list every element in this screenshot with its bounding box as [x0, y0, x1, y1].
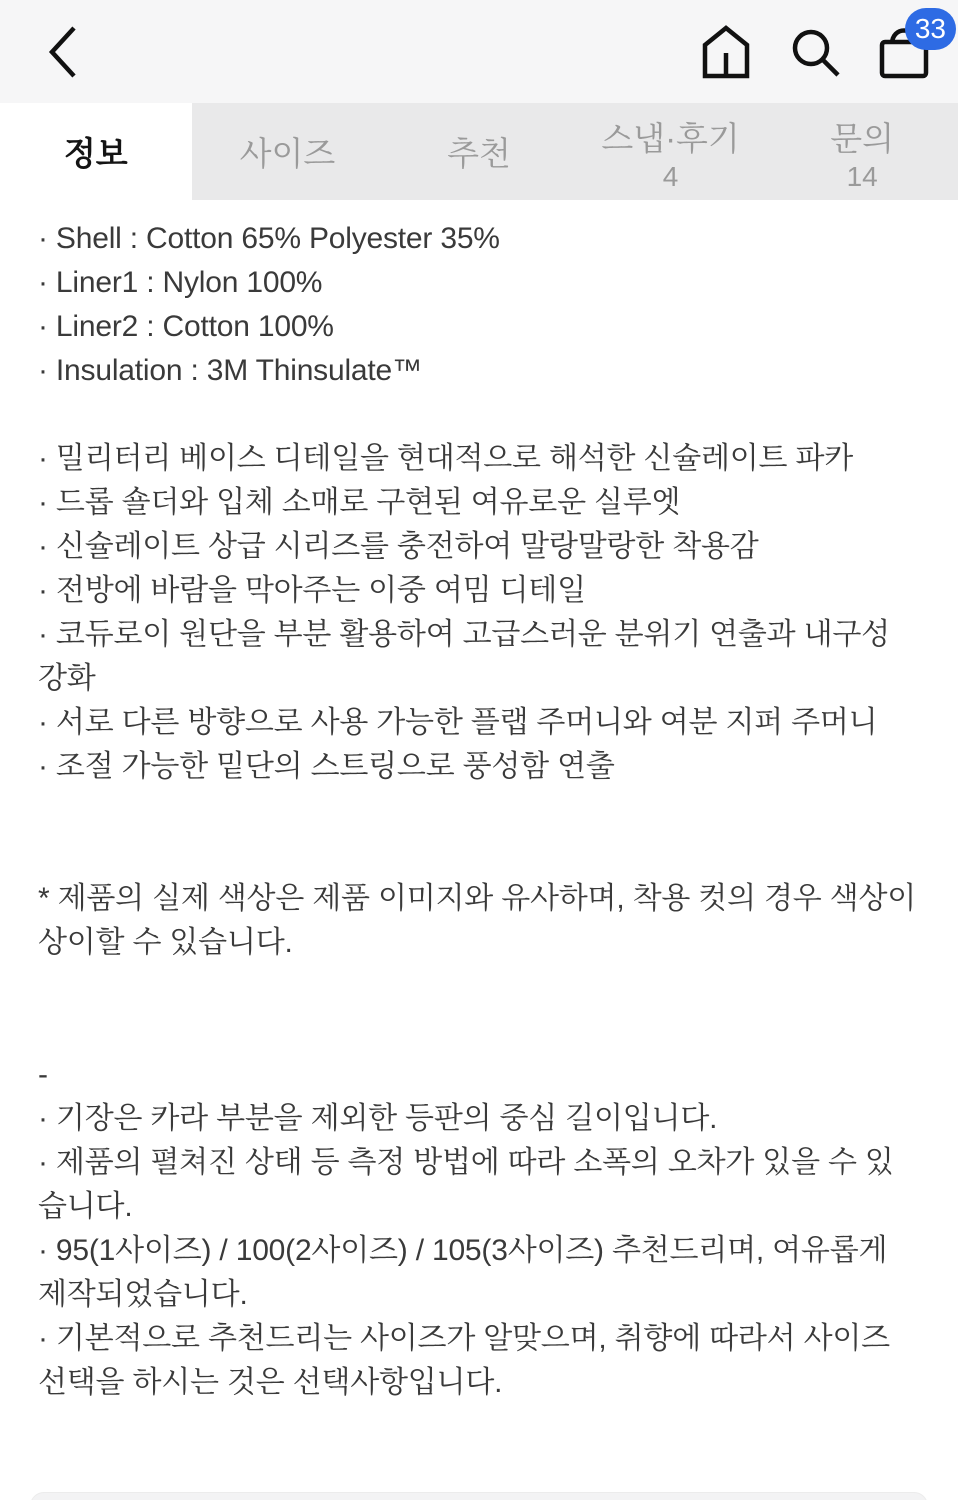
- size-note-line: · 제품의 펼쳐진 상태 등 측정 방법에 따라 소폭의 오차가 있을 수 있습니다.: [38, 1146, 894, 1223]
- top-navigation-bar: [0, 0, 958, 103]
- home-icon: [700, 25, 752, 79]
- feature-line: · 조절 가능한 밑단의 스트링으로 풍성함 연출: [38, 750, 615, 783]
- back-button[interactable]: [44, 24, 80, 80]
- tab-snap-reviews[interactable]: [575, 103, 767, 200]
- product-info-content: [0, 200, 958, 1405]
- topbar-actions: [700, 12, 946, 80]
- tab-info[interactable]: [0, 103, 192, 200]
- search-button[interactable]: [788, 25, 842, 79]
- tab-size-label: 사이즈: [239, 135, 336, 172]
- tab-snap-reviews-label: 스냅·후기: [601, 119, 740, 157]
- tab-info-label: 정보: [63, 135, 128, 172]
- home-button[interactable]: [700, 25, 752, 79]
- feature-line: · 신슐레이트 상급 시리즈를 충전하여 말랑말랑한 착용감: [38, 530, 759, 563]
- tab-snap-reviews-count: 4: [662, 160, 679, 192]
- color-note: * 제품의 실제 색상은 제품 이미지와 유사하며, 착용 컷의 경우 색상이 상이할 수 있습니다.: [38, 882, 917, 959]
- bottom-panel-peek: [30, 1492, 928, 1500]
- feature-line: · 코듀로이 원단을 부분 활용하여 고급스러운 분위기 연출과 내구성 강화: [38, 618, 890, 695]
- materials-section: [38, 217, 920, 393]
- feature-line: · 드롭 숄더와 입체 소매로 구현된 여유로운 실루엣: [38, 486, 681, 519]
- cart-count-badge: 33: [905, 8, 956, 50]
- tab-inquiry[interactable]: [766, 103, 958, 200]
- tab-inquiry-label: 문의: [830, 119, 895, 157]
- search-icon: [788, 25, 842, 79]
- features-section: [38, 437, 920, 789]
- tab-bar: [0, 103, 958, 200]
- cart-button[interactable]: [878, 12, 946, 80]
- tab-recommend-label: 추천: [447, 135, 511, 172]
- feature-line: · 밀리터리 베이스 디테일을 현대적으로 해석한 신슐레이트 파카: [38, 442, 854, 475]
- material-line: · Shell : Cotton 65% Polyester 35%: [38, 222, 500, 255]
- back-chevron-icon: [44, 24, 80, 80]
- tab-recommend[interactable]: [383, 103, 575, 200]
- material-line: · Liner2 : Cotton 100%: [38, 310, 334, 343]
- material-line: · Insulation : 3M Thinsulate™: [38, 354, 422, 387]
- material-line: · Liner1 : Nylon 100%: [38, 266, 323, 299]
- size-note-line: · 기본적으로 추천드리는 사이즈가 알맞으며, 취향에 따라서 사이즈 선택을 하시는 것은 선택사항입니다.: [38, 1322, 890, 1399]
- tab-inquiry-count: 14: [846, 160, 878, 192]
- feature-line: · 서로 다른 방향으로 사용 가능한 플랩 주머니와 여분 지퍼 주머니: [38, 706, 878, 739]
- feature-line: · 전방에 바람을 막아주는 이중 여밈 디테일: [38, 574, 586, 607]
- color-note-section: [38, 877, 920, 965]
- size-note-line: · 95(1사이즈) / 100(2사이즈) / 105(3사이즈) 추천드리며, 여유롭게 제작되었습니다.: [38, 1234, 888, 1311]
- size-notes-section: [38, 1097, 920, 1405]
- size-note-line: · 기장은 카라 부분을 제외한 등판의 중심 길이입니다.: [38, 1102, 718, 1135]
- divider-dash: -: [38, 1058, 48, 1091]
- tab-size[interactable]: [192, 103, 384, 200]
